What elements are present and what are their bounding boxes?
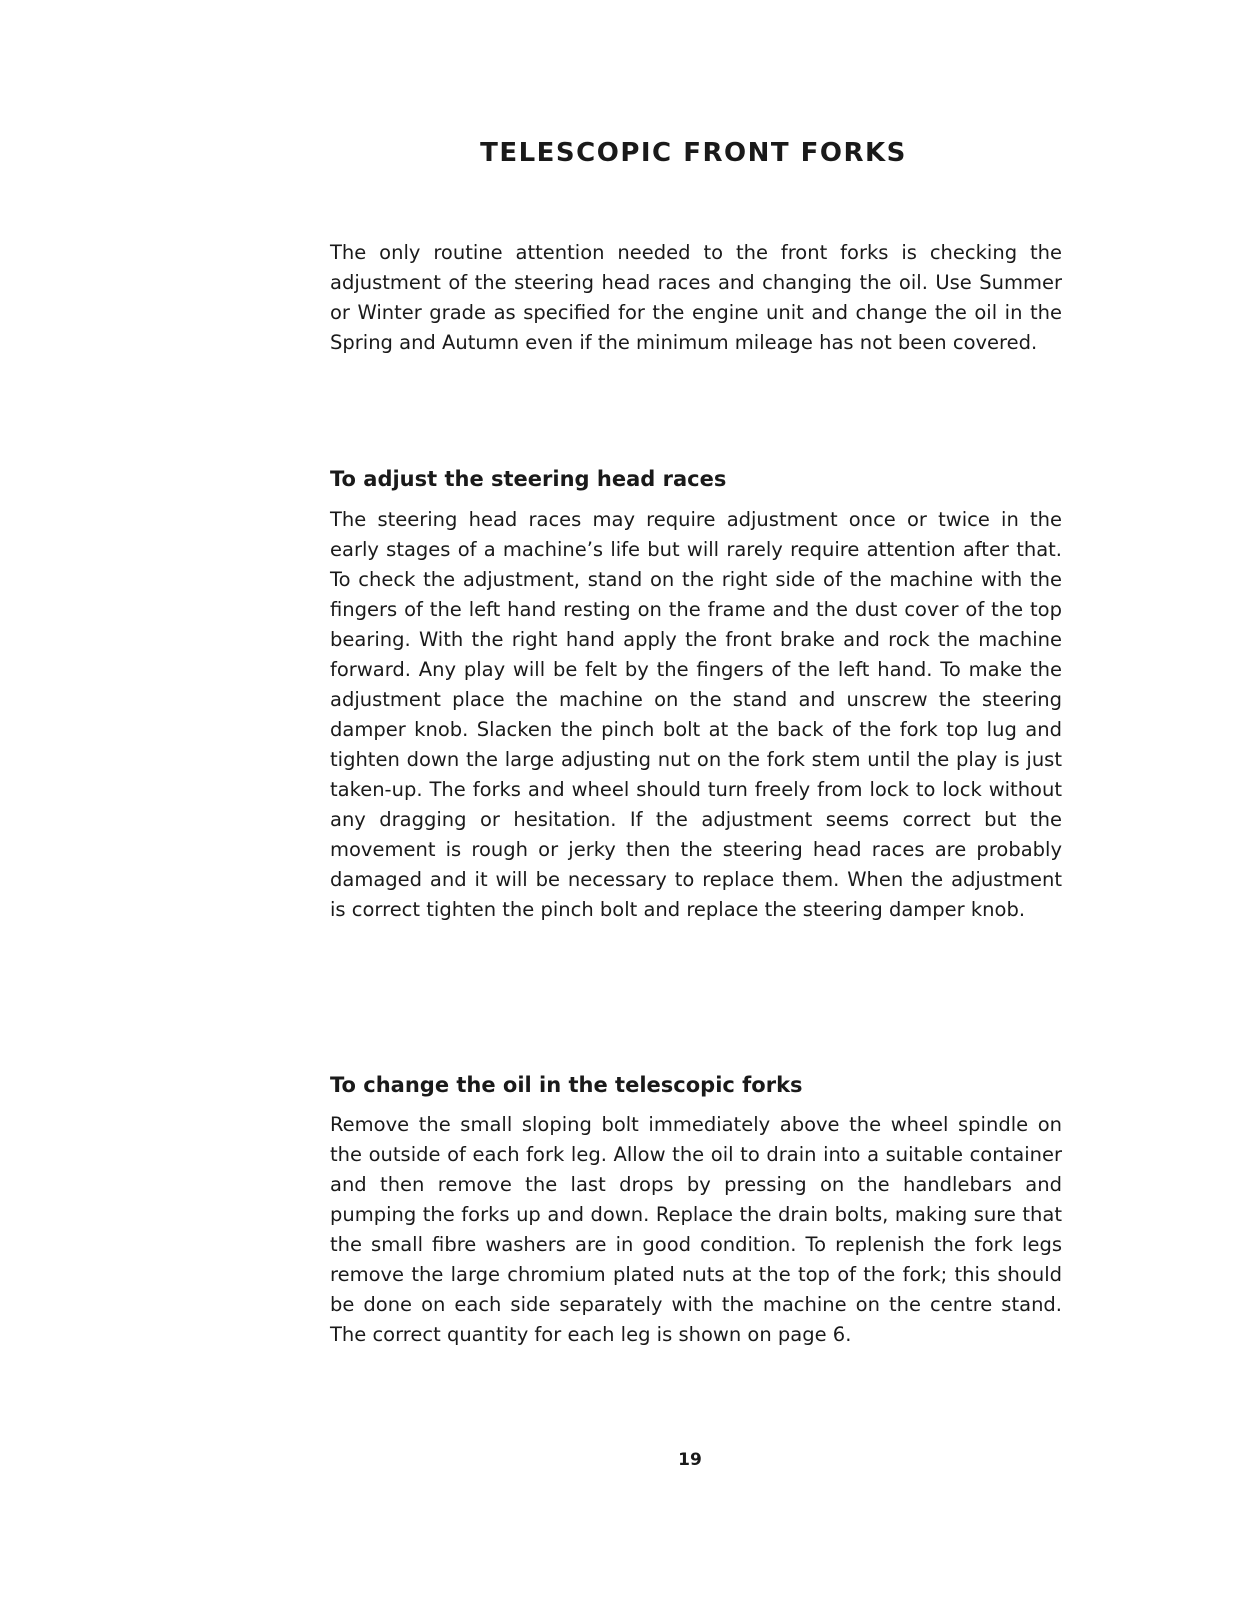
- intro-paragraph: The only routine attention needed to the front forks is checking the adjustment of the steering head races and changing the oil. Use Summer or Winter grade as specified for the engine unit and change the oil in the Spring and Autumn even if the minimum mileage has not been covered.: [330, 241, 1062, 354]
- section-body-steering: The steering head races may require adjustment once or twice in the early stages of a machine’s life but will rarely require attention after that. To check the adjustment, stand on the right side of the machine with the fingers of the left hand resting on the frame and the dust cover of the top bearing. With the right hand apply the front brake and rock the machine forward. Any play will be felt by the fingers of the left hand. To make the adjustment place the machine on the stand and unscrew the steering damper knob. Slacken the pinch bolt at the back of the fork top lug and tighten down the large adjusting nut on the fork stem until the play is just taken-up. The forks and wheel should turn freely from lock to lock without any dragging or hesitation. If the adjustment seems correct but the movement is rough or jerky then the steering head races are probably damaged and it will be necessary to replace them. When the adjustment is correct tighten the pinch bolt and replace the steering damper knob.: [330, 508, 1062, 921]
- section-body-oil: Remove the small sloping bolt immediately above the wheel spindle on the outside of each fork leg. Allow the oil to drain into a suitable container and then remove the last drops by pressing on the handlebars and pumping the forks up and down. Replace the drain bolts, making sure that the small fibre washers are in good condition. To replenish the fork legs remove the large chromium plated nuts at the top of the fork; this should be done on each side separately with the machine on the centre stand. The correct quantity for each leg is shown on page 6.: [330, 1113, 1062, 1346]
- section-heading-steering: To adjust the steering head races: [330, 467, 727, 491]
- section-heading-oil: To change the oil in the telescopic forks: [330, 1073, 803, 1097]
- page-number: 19: [678, 1450, 702, 1470]
- page-title: TELESCOPIC FRONT FORKS: [480, 138, 907, 168]
